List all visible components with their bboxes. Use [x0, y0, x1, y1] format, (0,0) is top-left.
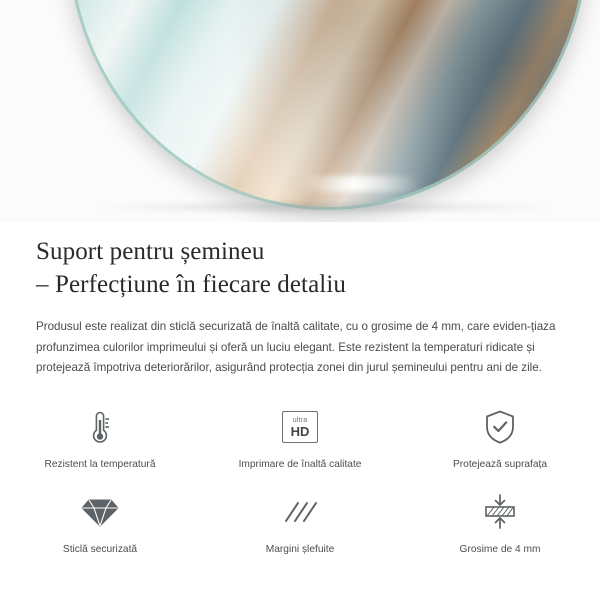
feature-item-thickness: [400, 489, 600, 556]
text-content: [0, 222, 600, 379]
feature-item-print-quality: [200, 404, 400, 471]
hero-image: [0, 0, 600, 222]
feature-item-temperature: [0, 404, 200, 471]
diamond-icon: [74, 489, 126, 535]
body-paragraph: Produsul este realizat din sticlă securizată de înaltă calitate, cu o grosime de 4 mm, care eviden-țiaza profunzimea culorilor imprimeului și oferă un luciu elegant. Este rezistent la temperaturi ridicate și protejează împotriva deteriorărilor, asigurând protecția zonei din jurul șemineului pentru ani de zile.: [36, 320, 556, 375]
glass-panel-shadow: [90, 200, 560, 214]
headline-line-1: Suport pentru șemineu: [36, 238, 265, 265]
thermometer-icon: [74, 404, 126, 450]
headline-line-2: – Perfecțiune în fiecare detaliu: [36, 270, 346, 298]
feature-label: Protejează suprafața: [452, 459, 547, 470]
ultra-hd-badge-main: HD: [290, 423, 310, 439]
feature-label: Grosime de 4 mm: [459, 544, 541, 556]
feature-grid: [0, 404, 600, 557]
feature-label: Sticlă securizată: [62, 544, 138, 556]
polished-edges-icon: [274, 489, 326, 535]
feature-item-tempered-glass: [0, 489, 200, 556]
feature-label: Imprimare de înaltă calitate: [238, 459, 362, 470]
feature-item-surface-protection: [400, 404, 600, 471]
thickness-arrows-icon: [474, 489, 526, 535]
glass-panel-artwork: [68, 0, 588, 210]
feature-label: Margini șlefuite: [265, 544, 335, 556]
shield-check-icon: [474, 404, 526, 450]
ultra-hd-icon: [274, 404, 326, 450]
page-title: [36, 236, 564, 301]
feature-label: Rezistent la temperatură: [44, 459, 156, 470]
feature-item-polished-edges: [200, 489, 400, 556]
ultra-hd-badge-top: ultra: [292, 416, 308, 424]
